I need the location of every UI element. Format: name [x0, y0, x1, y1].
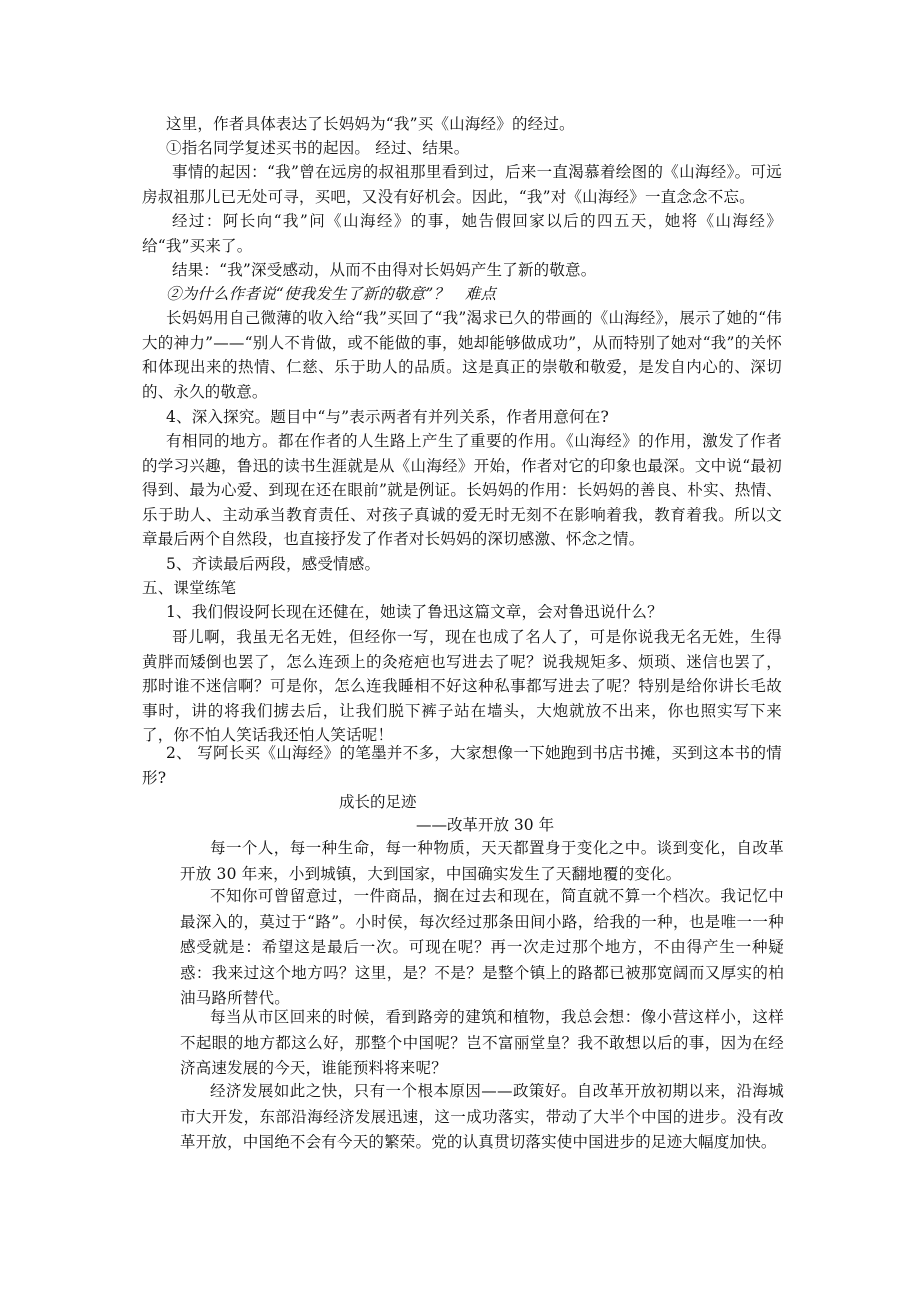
paragraph-answer-2: 长妈妈用自己微薄的收入给“我”买回了“我”渴求已久的带画的《山海经》，展示了她的“伟大的神力”——“别人不肯做，或不能做的事，她却能够做成功”，从而特别了她对“我”的关怀和体现出来的热情、仁慈、乐于助人的品质。这是真正的崇敬和敬爱，是发自内心的、深切的、永久的敬意。 — [142, 309, 782, 401]
essay-paragraph-1: 每一个人，每一种生命，每一种物质，天天都置身于变化之中。谈到变化，自改革开放 30 年来，小到城镇，大到国家，中国确实发生了天翻地覆的变化。 — [180, 839, 784, 883]
paragraph-task-1: ①指名同学复述买书的起因。 经过、结果。 — [166, 139, 470, 157]
essay-subtitle: ——改革开放 30 年 — [416, 816, 555, 834]
paragraph-result: 结果：“我”深受感动，从而不由得对长妈妈产生了新的敬意。 — [172, 261, 597, 279]
paragraph-intro: 这里，作者具体表达了长妈妈为“我”买《山海经》的经过。 — [166, 115, 575, 133]
paragraph-section-4: 4、深入探究。题目中“与”表示两者有并列关系，作者用意何在? — [166, 408, 610, 426]
paragraph-exercise-1-answer: 哥儿啊，我虽无名无姓，但经你一写，现在也成了名人了，可是你说我无名无姓，生得黄胖而矮倒也罢了，怎么连颈上的灸疮疤也写进去了呢？说我规矩多、烦琐、迷信也罢了，那时谁不迷信啊？可是你，怎么连我睡相不好这种私事都写进去了呢？特别是给你讲长毛故事时，讲的将我们掳去后，让我们脱下裤子站在墙头，大炮就放不出来，你也照实写下来了，你不怕人笑话我还怕人笑话呢！ — [142, 628, 782, 744]
essay-paragraph-4: 经济发展如此之快，只有一个根本原因——政策好。自改革开放初期以来，沿海城市大开发，东部沿海经济发展迅速，这一成功落实，带动了大半个中国的进步。没有改革开放，中国绝不会有今天的繁荣。党的认真贯切落实使中国进步的足迹大幅度加快。 — [180, 1082, 784, 1151]
essay-paragraph-2: 不知你可曾留意过，一件商品，搁在过去和现在，简直就不算一个档次。我记忆中最深入的，莫过于“路”。小时侯，每次经过那条田间小路，给我的一种，也是唯一一种感受就是：希望这是最后一次。可现在呢？再一次走过那个地方，不由得产生一种疑惑：我来过这个地方吗？这里，是？不是？是整个镇上的路都已被那宽阔而又厚实的柏油马路所替代。 — [180, 887, 784, 1007]
paragraph-section-5: 5、齐读最后两段，感受情感。 — [166, 555, 381, 573]
essay-paragraph-3: 每当从市区回来的时候，看到路旁的建筑和植物，我总会想：像小营这样小，这样不起眼的地方都这么好，那整个中国呢？岂不富丽堂皇？我不敢想以后的事，因为在经济高速发展的今天，谁能预料将来呢？ — [180, 1008, 784, 1077]
essay-title: 成长的足迹 — [339, 793, 417, 811]
paragraph-cause: 事情的起因：“我”曾在远房的叔祖那里看到过，后来一直渴慕着绘图的《山海经》。可远房叔祖那儿已无处可寻，买吧，又没有好机会。因此，“我”对《山海经》一直念念不忘。 — [142, 163, 782, 206]
paragraph-exercise-1: 1、我们假设阿长现在还健在，她读了鲁迅这篇文章，会对鲁迅说什么？ — [166, 603, 663, 621]
paragraph-exercise-2: 2、 写阿长买《山海经》的笔墨并不多，大家想像一下她跑到书店书摊，买到这本书的情形? — [142, 744, 782, 787]
paragraph-process: 经过：阿长向“我”问《山海经》的事，她告假回家以后的四五天，她将《山海经》给“我”买来了。 — [142, 212, 782, 255]
paragraph-question-2: ②为什么作者说“使我发生了新的敬意”？ 难点 — [166, 285, 497, 303]
paragraph-answer-4: 有相同的地方。都在作者的人生路上产生了重要的作用。《山海经》的作用，激发了作者的学习兴趣，鲁迅的读书生涯就是从《山海经》开始，作者对它的印象也最深。文中说“最初得到、最为心爱、到现在还在眼前”就是例证。长妈妈的作用：长妈妈的善良、朴实、热情、乐于助人、主动承当教育责任、对孩子真诚的爱无时无刻不在影响着我，教育着我。所以文章最后两个自然段，也直接抒发了作者对长妈妈的深切感激、怀念之情。 — [142, 432, 782, 548]
section-heading-5: 五、课堂练笔 — [142, 579, 237, 597]
